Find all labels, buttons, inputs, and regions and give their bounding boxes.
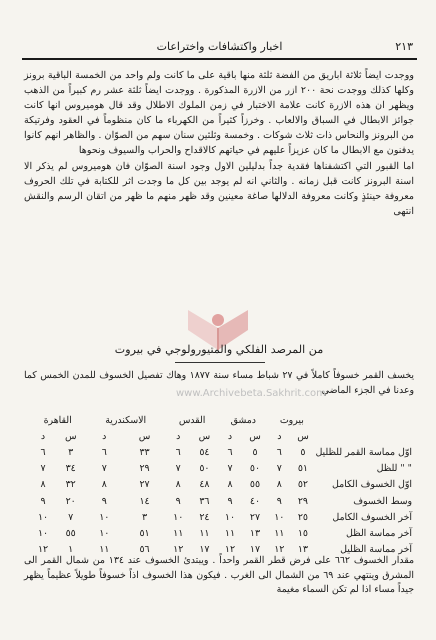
paragraph: ووجدت ايضاً ثلاثة اباريق من الفضة ثلثة منها باقية على ما كانت ولم واحد من الخمسة الباقية برونز وكلها كذلك ووجدت نحة ٢٠٠ ازر من الازرة المذكورة . ووجدت ايضاً ثلثة عشر رم كبيراً من الذهب ويظهر ان هذه الازرة كانت علامة الاختبار في زمن الملوك الاطلال وقد قال هوميروس انها كانت جوائز الابطال في السباق والالعاب . وخرزاً كثيراً من الكهرباء ما كان منظوماً في العقود وفرتيكة من البرونز والنحاس ذات ثلاث شوكات . وخمسة وثلثين سنان سهم من الصوّان . والظاهر انهم كانوا يدفنون مع الابطال ما كان عزيزاً عليهم في حياتهم كالاقداح والحراب والسيوف ونحوها [23,70,414,157]
table-cell: ٨ [227,479,233,491]
article-body [24,68,414,219]
table-cell: ٩ [40,495,46,507]
table-cell: ١٤ [139,495,150,507]
table-cell: ٣ [68,446,74,458]
unit-minute-label: د [176,430,181,442]
table-cell: ٨ [175,479,181,491]
row-label: آخر مماسة الظليل [340,544,412,556]
table-cell: ١ [68,544,74,556]
table-cell: ٣٦ [199,495,210,507]
table-cell: ٣٢ [65,479,76,491]
table-cell: ٢٩ [139,463,150,475]
table-cell: ٧ [101,463,107,475]
table-cell: ٧ [175,463,181,475]
unit-minute-label: د [102,430,107,442]
unit-hour-label: س [138,430,151,442]
table-cell: ٧ [40,463,46,475]
table-cell: ٥٦ [139,544,150,556]
city-header: القدس [178,414,206,426]
table-cell: ١٠ [224,511,235,523]
city-header: الاسكندرية [105,414,147,426]
table-cell: ٣٤ [65,463,76,475]
table-cell: ١١ [173,527,184,539]
table-cell: ٣ [142,511,148,523]
footer-paragraph: مقدار الخسوف ٦٦٢ على فرض قطر القمر واحداً . ويبتدئ الخسوف عند ١٣٤ من شمال القمر الى المشرق وينتهي عند ٦٩ من الشمال الى الغرب . فيكون هذا الخسوف اذاً خسوفاً طويلاً عظيماً يظهر جيداً مساء اذا لم تكن السماء مغيمة [24,555,414,596]
header-rule [22,58,417,60]
table-cell: ١٧ [199,544,210,556]
table-cell: ٥٤ [199,446,210,458]
table-cell: ٥١ [297,463,308,475]
unit-minute-label: د [40,430,46,442]
table-cell: ٤٠ [249,495,260,507]
table-cell: ١١ [99,544,110,556]
table-cell: ١٥ [297,527,308,539]
row-label: وسط الخسوف [353,495,412,507]
table-cell: ٢٥ [297,511,308,523]
watermark-logo-icon [148,300,288,370]
unit-hour-label: س [297,430,309,442]
table-corner-cell [315,412,412,428]
table-cell: ٦ [227,446,233,458]
table-cell: ٥٥ [249,479,260,491]
table-cell: ١٠ [37,527,49,539]
unit-hour-label: س [198,430,211,442]
table-corner-cell [315,428,412,444]
table-cell: ٦ [101,446,107,458]
city-header: دمشق [230,414,256,426]
table-cell: ٢٩ [297,495,308,507]
unit-hour-label: س [249,430,261,442]
table-cell: ١٢ [173,544,184,556]
table-cell: ٨ [101,479,107,491]
row-label: " " للظل [376,463,412,475]
table-cell: ١٠ [173,511,184,523]
page-number: ٢١٣ [395,40,413,53]
table-unit-row [30,428,412,444]
table-cell: ٩ [227,495,233,507]
table-cell: ١٣ [249,527,260,539]
table-cell: ١٢ [37,544,49,556]
table-cell: ٨ [276,479,282,491]
eclipse-times-table [30,412,412,558]
table-row [30,525,412,541]
running-title: اخبار واكتشافات واختراعات [156,40,283,53]
table-cell: ٢٤ [199,511,210,523]
table-cell: ١٠ [99,511,110,523]
running-header [22,38,417,56]
paragraph: اما القبور التي اكتشفناها فقدية جداً بدليلين الاول وجود اسنة الصوّان فان هوميروس لم يذكر الا اسنة البرونز كانت قبل زمانه . والثاني انه لم يوجد بين كل ما وجدت اثر للكتابة في تلك الحروف معروفة حينئذٍ وكانت معروفة الدلالها صاغة معينين وقد ظهر منهم ما ظهر من اتقان الرسم والنقش انتهى [24,160,414,217]
table-cell: ١١ [199,527,210,539]
city-header: بيروت [279,414,304,426]
table-row [30,461,412,477]
table-cell: ١١ [224,527,235,539]
unit-minute-label: د [227,430,233,442]
table-row [30,477,412,493]
table-cell: ٥٢ [297,479,308,491]
table-cell: ٤٨ [199,479,210,491]
table-header-row [30,412,412,428]
table-cell: ١٧ [249,544,260,556]
table-cell: ٥١ [139,527,150,539]
table-cell: ١٠ [274,511,285,523]
watermark-url: www.Archivebeta.Sakhrit.com [176,388,326,399]
row-label: آخر مماسة الظل [346,527,412,539]
table-cell: ١١ [274,527,285,539]
table-cell: ٩ [276,495,282,507]
unit-hour-label: س [64,430,77,442]
table-cell: ١٢ [224,544,235,556]
table-cell: ٦ [276,446,282,458]
table-cell: ٢٧ [139,479,150,491]
row-label: اوّل الخسوف الكامل [332,479,412,491]
table-cell: ١٣ [297,544,308,556]
table-cell: ٥٠ [199,463,210,475]
section-rule [175,362,265,363]
section-intro: يخسف القمر خسوفاً كاملاً في ٢٧ شباط مساء سنة ١٨٧٧ وهاك تفصيل الخسوف للمدن الخمس كما وعدنا في الجزء الماضي [24,370,415,396]
table-cell: ٥ [252,446,258,458]
table-cell: ٢٧ [249,511,260,523]
table-cell: ٧ [276,463,282,475]
table-cell: ٦ [40,446,46,458]
table-cell: ٩ [175,495,181,507]
table-cell: ٧ [227,463,233,475]
row-label: آخر الخسوف الكامل [332,511,412,523]
table-cell: ٦ [175,446,181,458]
row-label: اوّل مماسة القمر للظليل [315,446,412,458]
table-row [30,493,412,509]
table-row [30,444,412,460]
table-cell: ٧ [68,511,74,523]
table-cell: ٥ [300,446,306,458]
table-cell: ١٠ [99,527,110,539]
table-cell: ٢٠ [65,495,76,507]
table-cell: ٣٣ [139,446,150,458]
table-cell: ٥٠ [249,463,260,475]
table-cell: ٨ [40,479,46,491]
unit-minute-label: د [277,430,282,442]
table-cell: ٥٥ [65,527,76,539]
section-title: من المرصد الفلكي والمتيورولوجي في بيروت [114,343,324,356]
table-cell: ١٢ [274,544,285,556]
table-cell: ٩ [101,495,107,507]
city-header: القاهرة [43,414,72,426]
table-cell: ١٠ [37,511,49,523]
table-row [30,509,412,525]
